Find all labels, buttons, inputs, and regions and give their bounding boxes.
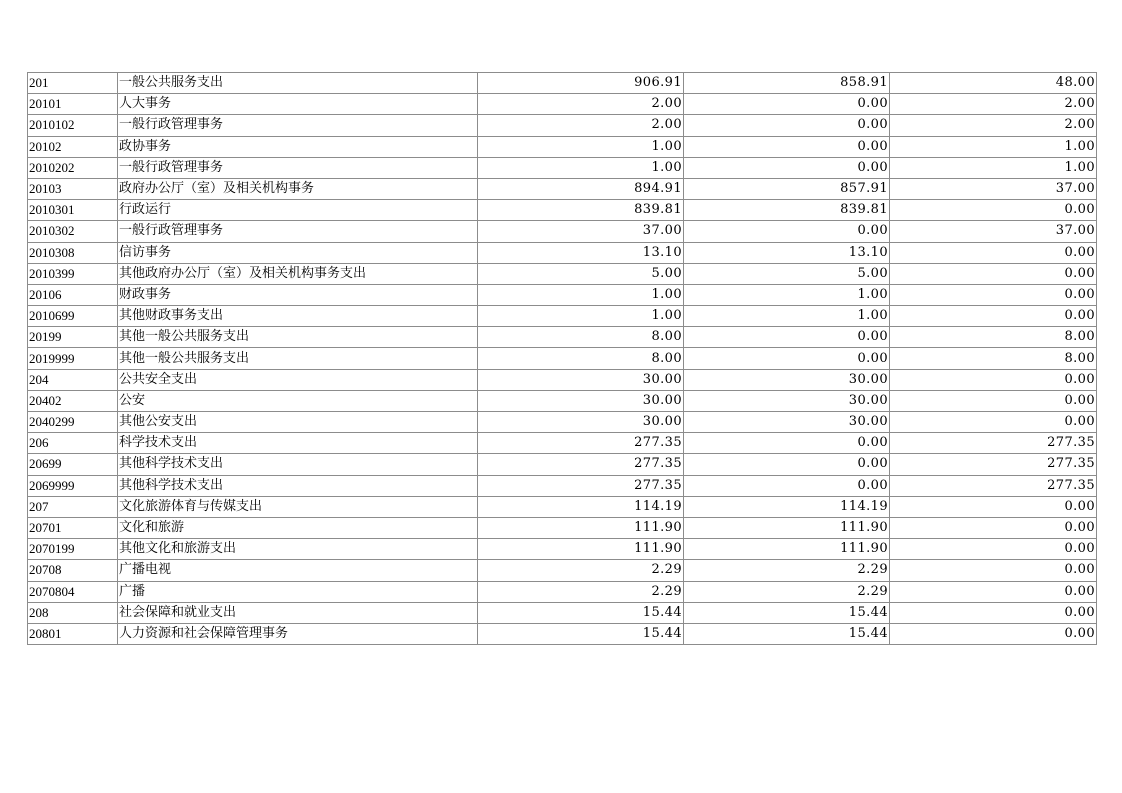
total-amount-cell: 30.00 [478,390,684,411]
subject-name-cell: 一般行政管理事务 [118,221,478,242]
table-row [28,454,1097,475]
total-amount-cell: 2.00 [478,115,684,136]
basic-expenditure-cell: 1.00 [684,284,890,305]
project-expenditure-cell: 277.35 [890,454,1097,475]
project-expenditure-cell: 0.00 [890,496,1097,517]
subject-code-cell: 2010308 [28,242,118,263]
subject-name-cell: 财政事务 [118,284,478,305]
total-amount-cell: 13.10 [478,242,684,263]
project-expenditure-cell: 0.00 [890,200,1097,221]
project-expenditure-cell: 277.35 [890,475,1097,496]
table-row [28,263,1097,284]
basic-expenditure-cell: 111.90 [684,539,890,560]
total-amount-cell: 8.00 [478,327,684,348]
project-expenditure-cell: 0.00 [890,581,1097,602]
basic-expenditure-cell: 111.90 [684,517,890,538]
project-expenditure-cell: 2.00 [890,94,1097,115]
subject-name-cell: 人力资源和社会保障管理事务 [118,623,478,644]
table-row [28,73,1097,94]
total-amount-cell: 15.44 [478,623,684,644]
table-row [28,348,1097,369]
subject-name-cell: 人大事务 [118,94,478,115]
subject-code-cell: 2010202 [28,157,118,178]
table-row [28,94,1097,115]
basic-expenditure-cell: 2.29 [684,581,890,602]
subject-code-cell: 20106 [28,284,118,305]
total-amount-cell: 37.00 [478,221,684,242]
subject-name-cell: 公共安全支出 [118,369,478,390]
basic-expenditure-cell: 0.00 [684,433,890,454]
table-row [28,221,1097,242]
subject-name-cell: 其他一般公共服务支出 [118,327,478,348]
subject-code-cell: 207 [28,496,118,517]
subject-name-cell: 一般行政管理事务 [118,157,478,178]
total-amount-cell: 1.00 [478,157,684,178]
subject-code-cell: 20801 [28,623,118,644]
project-expenditure-cell: 0.00 [890,539,1097,560]
basic-expenditure-cell: 15.44 [684,602,890,623]
project-expenditure-cell: 1.00 [890,157,1097,178]
subject-name-cell: 社会保障和就业支出 [118,602,478,623]
project-expenditure-cell: 8.00 [890,348,1097,369]
project-expenditure-cell: 0.00 [890,242,1097,263]
total-amount-cell: 15.44 [478,602,684,623]
table-row [28,623,1097,644]
basic-expenditure-cell: 0.00 [684,115,890,136]
basic-expenditure-cell: 30.00 [684,369,890,390]
table-row [28,581,1097,602]
table-row [28,517,1097,538]
subject-name-cell: 广播 [118,581,478,602]
basic-expenditure-cell: 30.00 [684,390,890,411]
subject-name-cell: 其他文化和旅游支出 [118,539,478,560]
project-expenditure-cell: 277.35 [890,433,1097,454]
basic-expenditure-cell: 0.00 [684,475,890,496]
subject-name-cell: 文化和旅游 [118,517,478,538]
subject-code-cell: 2010399 [28,263,118,284]
subject-code-cell: 206 [28,433,118,454]
table-row [28,390,1097,411]
table-row [28,242,1097,263]
subject-code-cell: 20103 [28,178,118,199]
project-expenditure-cell: 0.00 [890,306,1097,327]
basic-expenditure-cell: 1.00 [684,306,890,327]
total-amount-cell: 2.00 [478,94,684,115]
subject-name-cell: 广播电视 [118,560,478,581]
table-row [28,157,1097,178]
subject-name-cell: 一般行政管理事务 [118,115,478,136]
subject-name-cell: 政协事务 [118,136,478,157]
basic-expenditure-cell: 858.91 [684,73,890,94]
budget-sheet [27,72,1096,645]
subject-code-cell: 20402 [28,390,118,411]
basic-expenditure-cell: 0.00 [684,327,890,348]
subject-code-cell: 208 [28,602,118,623]
subject-name-cell: 其他政府办公厅（室）及相关机构事务支出 [118,263,478,284]
basic-expenditure-cell: 5.00 [684,263,890,284]
project-expenditure-cell: 0.00 [890,623,1097,644]
subject-code-cell: 20199 [28,327,118,348]
table-row [28,602,1097,623]
subject-code-cell: 2040299 [28,412,118,433]
subject-code-cell: 2070199 [28,539,118,560]
basic-expenditure-cell: 15.44 [684,623,890,644]
subject-name-cell: 其他科学技术支出 [118,475,478,496]
table-row [28,284,1097,305]
total-amount-cell: 1.00 [478,306,684,327]
basic-expenditure-cell: 30.00 [684,412,890,433]
total-amount-cell: 1.00 [478,136,684,157]
table-row [28,496,1097,517]
basic-expenditure-cell: 0.00 [684,94,890,115]
total-amount-cell: 8.00 [478,348,684,369]
project-expenditure-cell: 0.00 [890,390,1097,411]
table-row [28,306,1097,327]
table-row [28,200,1097,221]
subject-name-cell: 行政运行 [118,200,478,221]
table-row [28,412,1097,433]
subject-name-cell: 一般公共服务支出 [118,73,478,94]
subject-code-cell: 20101 [28,94,118,115]
total-amount-cell: 30.00 [478,369,684,390]
table-row [28,560,1097,581]
subject-name-cell: 其他公安支出 [118,412,478,433]
subject-name-cell: 其他一般公共服务支出 [118,348,478,369]
basic-expenditure-cell: 2.29 [684,560,890,581]
subject-code-cell: 20701 [28,517,118,538]
project-expenditure-cell: 0.00 [890,517,1097,538]
subject-code-cell: 2019999 [28,348,118,369]
total-amount-cell: 2.29 [478,581,684,602]
total-amount-cell: 906.91 [478,73,684,94]
total-amount-cell: 30.00 [478,412,684,433]
subject-code-cell: 20699 [28,454,118,475]
project-expenditure-cell: 2.00 [890,115,1097,136]
subject-code-cell: 20102 [28,136,118,157]
subject-code-cell: 204 [28,369,118,390]
table-row [28,475,1097,496]
table-row [28,178,1097,199]
subject-code-cell: 2010102 [28,115,118,136]
basic-expenditure-cell: 13.10 [684,242,890,263]
total-amount-cell: 1.00 [478,284,684,305]
subject-code-cell: 20708 [28,560,118,581]
subject-name-cell: 公安 [118,390,478,411]
table-row [28,136,1097,157]
subject-code-cell: 2010302 [28,221,118,242]
total-amount-cell: 839.81 [478,200,684,221]
project-expenditure-cell: 0.00 [890,263,1097,284]
basic-expenditure-cell: 0.00 [684,136,890,157]
subject-code-cell: 2070804 [28,581,118,602]
project-expenditure-cell: 0.00 [890,412,1097,433]
basic-expenditure-cell: 0.00 [684,454,890,475]
subject-name-cell: 信访事务 [118,242,478,263]
total-amount-cell: 5.00 [478,263,684,284]
total-amount-cell: 894.91 [478,178,684,199]
subject-name-cell: 其他财政事务支出 [118,306,478,327]
total-amount-cell: 277.35 [478,433,684,454]
basic-expenditure-cell: 839.81 [684,200,890,221]
subject-code-cell: 201 [28,73,118,94]
project-expenditure-cell: 0.00 [890,284,1097,305]
subject-code-cell: 2010699 [28,306,118,327]
budget-table-body [28,73,1097,645]
project-expenditure-cell: 48.00 [890,73,1097,94]
basic-expenditure-cell: 0.00 [684,157,890,178]
basic-expenditure-cell: 0.00 [684,221,890,242]
total-amount-cell: 111.90 [478,539,684,560]
total-amount-cell: 114.19 [478,496,684,517]
subject-name-cell: 科学技术支出 [118,433,478,454]
subject-name-cell: 文化旅游体育与传媒支出 [118,496,478,517]
basic-expenditure-cell: 857.91 [684,178,890,199]
total-amount-cell: 277.35 [478,454,684,475]
table-row [28,539,1097,560]
project-expenditure-cell: 0.00 [890,560,1097,581]
total-amount-cell: 277.35 [478,475,684,496]
table-row [28,433,1097,454]
budget-table [27,72,1097,645]
table-row [28,327,1097,348]
project-expenditure-cell: 0.00 [890,369,1097,390]
total-amount-cell: 111.90 [478,517,684,538]
subject-name-cell: 其他科学技术支出 [118,454,478,475]
basic-expenditure-cell: 0.00 [684,348,890,369]
table-row [28,115,1097,136]
subject-name-cell: 政府办公厅（室）及相关机构事务 [118,178,478,199]
subject-code-cell: 2010301 [28,200,118,221]
project-expenditure-cell: 8.00 [890,327,1097,348]
project-expenditure-cell: 1.00 [890,136,1097,157]
project-expenditure-cell: 0.00 [890,602,1097,623]
table-row [28,369,1097,390]
subject-code-cell: 2069999 [28,475,118,496]
project-expenditure-cell: 37.00 [890,178,1097,199]
total-amount-cell: 2.29 [478,560,684,581]
basic-expenditure-cell: 114.19 [684,496,890,517]
project-expenditure-cell: 37.00 [890,221,1097,242]
